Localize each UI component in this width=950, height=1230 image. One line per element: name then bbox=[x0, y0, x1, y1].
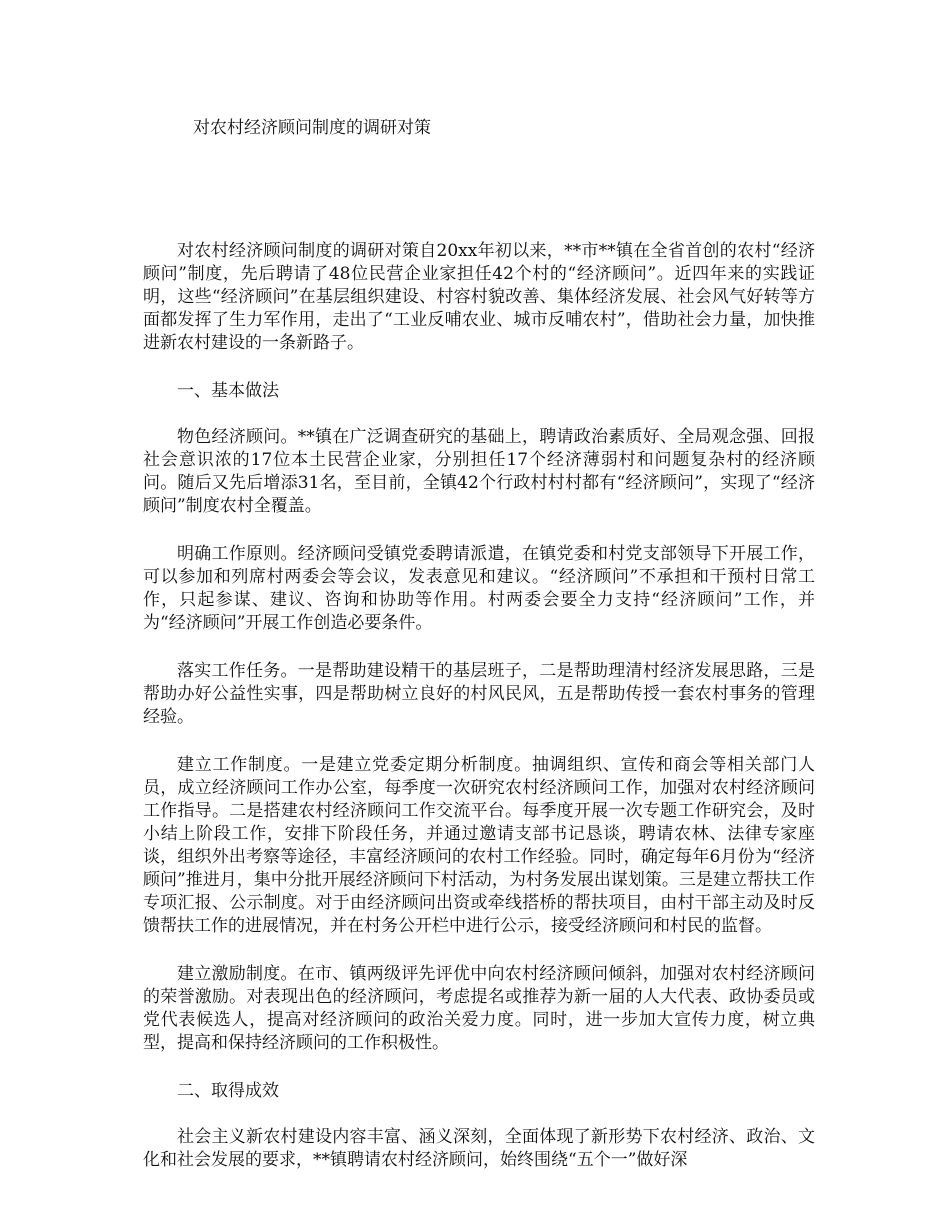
paragraph-incentive-system: 建立激励制度。在市、镇两级评先评优中向农村经济顾问倾斜，加强对农村经济顾问的荣誉激励。对表现出色的经济顾问，考虑提名或推荐为新一届的人大代表、政协委员或党代表候选人，提高对经济顾问的政治关爱力度。同时，进一步加大宣传力度，树立典型，提高和保持经济顾问的工作积极性。 bbox=[143, 964, 815, 1053]
paragraph-work-system: 建立工作制度。一是建立党委定期分析制度。抽调组织、宣传和商会等相关部门人员，成立经济顾问工作办公室，每季度一次研究农村经济顾问工作，加强对农村经济顾问工作指导。二是搭建农村经济顾问工作交流平台。每季度开展一次专题工作研究会，及时小结上阶段工作，安排下阶段任务，并通过邀请支部书记恳谈，聘请农林、法律专家座谈，组织外出考察等途径，丰富经济顾问的农村工作经验。同时，确定每年6月份为“经济顾问”推进月，集中分批开展经济顾问下村活动，为村务发展出谋划策。三是建立帮扶工作专项汇报、公示制度。对于由经济顾问出资或牵线搭桥的帮扶项目，由村干部主动及时反馈帮扶工作的进展情况，并在村务公开栏中进行公示，接受经济顾问和村民的监督。 bbox=[143, 755, 815, 936]
document-body bbox=[143, 240, 815, 1197]
paragraph-results: 社会主义新农村建设内容丰富、涵义深刻，全面体现了新形势下农村经济、政治、文化和社会发展的要求，**镇聘请农村经济顾问，始终围绕“五个一”做好深 bbox=[143, 1127, 815, 1170]
section-heading-results: 二、取得成效 bbox=[177, 1081, 279, 1101]
paragraph-work-principles: 明确工作原则。经济顾问受镇党委聘请派遣，在镇党委和村党支部领导下开展工作，可以参加和列席村两委会等会议，发表意见和建议。“经济顾问”不承担和干预村日常工作，只起参谋、建议、咨询和协助等作用。村两委会要全力支持“经济顾问”工作，并为“经济顾问”开展工作创造必要条件。 bbox=[143, 544, 815, 633]
paragraph-select-advisors: 物色经济顾问。**镇在广泛调查研究的基础上，聘请政治素质好、全局观念强、回报社会意识浓的17位本土民营企业家，分别担任17个经济薄弱村和问题复杂村的经济顾问。随后又先后增添31名，至目前，全镇42个行政村村村都有“经济顾问”，实现了“经济顾问”制度农村全覆盖。 bbox=[143, 427, 815, 516]
paragraph-work-tasks: 落实工作任务。一是帮助建设精干的基层班子，二是帮助理清村经济发展思路，三是帮助办好公益性实事，四是帮助树立良好的村风民风，五是帮助传授一套农村事务的管理经验。 bbox=[143, 661, 815, 727]
intro-paragraph: 对农村经济顾问制度的调研对策自20xx年初以来，**市**镇在全省首创的农村“经济顾问”制度，先后聘请了48位民营企业家担任42个村的“经济顾问”。近四年来的实践证明，这些“经济顾问”在基层组织建设、村容村貌改善、集体经济发展、社会风气好转等方面都发挥了生力军作用，走出了“工业反哺农业、城市反哺农村”，借助社会力量，加快推进新农村建设的一条新路子。 bbox=[143, 241, 815, 353]
document-title: 对农村经济顾问制度的调研对策 bbox=[193, 118, 431, 138]
section-heading-basic-practices: 一、基本做法 bbox=[177, 381, 279, 401]
